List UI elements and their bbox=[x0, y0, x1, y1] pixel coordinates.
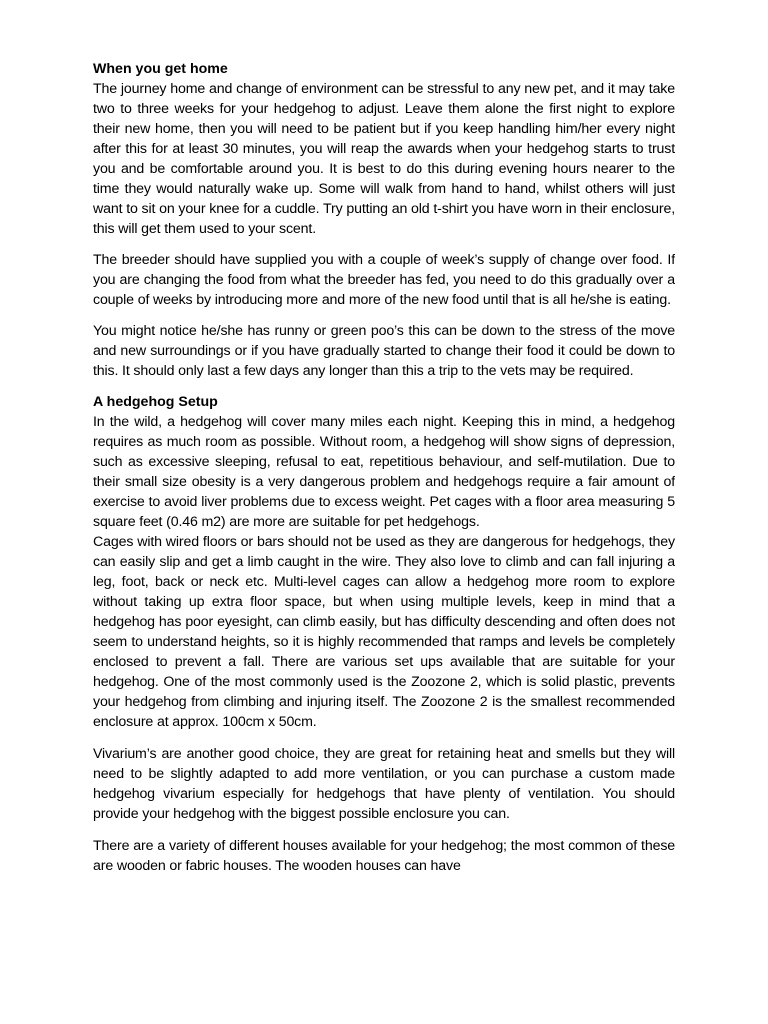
paragraph: In the wild, a hedgehog will cover many miles each night. Keeping this in mind, a hedgehog requires as much room as possible. Without room, a hedgehog will show signs of depression, such as excessive sleeping, refusal to eat, repetitious behaviour, and self-mutilation. Due to their small size obesity is a very dangerous problem and hedgehogs require a fair amount of exercise to avoid liver problems due to excess weight. Pet cages with a floor area measuring 5 square feet (0.46 m2) are more are suitable for pet hedgehogs. bbox=[93, 414, 675, 530]
paragraph: Cages with wired floors or bars should not be used as they are dangerous for hedgehogs, they can easily slip and get a limb caught in the wire. They also love to climb and can fall injuring a leg, foot, back or neck etc. Multi-level cages can allow a hedgehog more room to explore without taking up extra floor space, but when using multiple levels, keep in mind that a hedgehog has poor eyesight, can climb easily, but has difficulty descending and often does not seem to understand heights, so it is highly recommended that ramps and levels be completely enclosed to prevent a fall. There are various set ups available that are suitable for your hedgehog. One of the most commonly used is the Zoozone 2, which is solid plastic, prevents your hedgehog from climbing and injuring itself. The Zoozone 2 is the smallest recommended enclosure at approx. 100cm x 50cm. bbox=[93, 534, 675, 730]
section-heading: A hedgehog Setup bbox=[93, 394, 218, 410]
document-page bbox=[93, 59, 675, 1024]
paragraph: There are a variety of different houses available for your hedgehog; the most common of these are wooden or fabric houses. The wooden houses can have bbox=[93, 838, 675, 874]
paragraph: The journey home and change of environment can be stressful to any new pet, and it may take two to three weeks for your hedgehog to adjust. Leave them alone the first night to explore their new home, then you will need to be patient but if you keep handling him/her every night after this for at least 30 minutes, you will reap the awards when your hedgehog starts to trust you and be comfortable around you. It is best to do this during evening hours nearer to the time they would naturally wake up. Some will walk from hand to hand, whilst others will just want to sit on your knee for a cuddle. Try putting an old t-shirt you have worn in their enclosure, this will get them used to your scent. bbox=[93, 81, 675, 237]
section-hedgehog-setup bbox=[93, 392, 675, 876]
paragraph: Vivarium’s are another good choice, they are great for retaining heat and smells but they will need to be slightly adapted to add more ventilation, or you can purchase a custom made hedgehog vivarium especially for hedgehogs that have plenty of ventilation. You should provide your hedgehog with the biggest possible enclosure you can. bbox=[93, 746, 675, 822]
section-heading: When you get home bbox=[93, 61, 228, 77]
paragraph: The breeder should have supplied you with a couple of week’s supply of change over food. If you are changing the food from what the breeder has fed, you need to do this gradually over a couple of weeks by introducing more and more of the new food until that is all he/she is eating. bbox=[93, 252, 675, 308]
section-when-you-get-home bbox=[93, 59, 675, 381]
paragraph: You might notice he/she has runny or green poo’s this can be down to the stress of the move and new surroundings or if you have gradually started to change their food it could be down to this. It should only last a few days any longer than this a trip to the vets may be required. bbox=[93, 323, 675, 379]
